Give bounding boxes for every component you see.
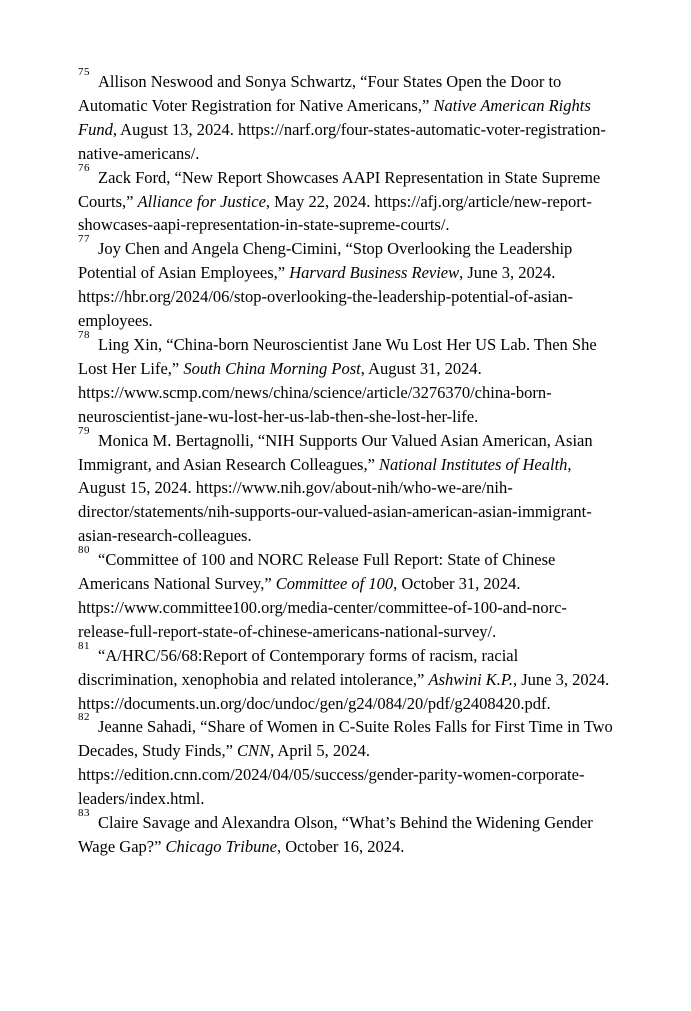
footnote	[78, 328, 618, 429]
citation-text: , April 5, 2024.	[270, 741, 370, 761]
work-title: South China Morning Post	[183, 358, 361, 378]
citation-text: Claire Savage and Alexandra Olson, “What’s Behind the Widening Gender Wage Gap?”	[78, 813, 593, 856]
footnote-number: 77	[78, 233, 90, 246]
footnote	[78, 639, 618, 716]
work-title: Committee of 100	[275, 574, 394, 594]
footnote	[78, 66, 618, 166]
citation-text: , October 31, 2024.	[393, 574, 521, 594]
footnote-number: 78	[78, 328, 90, 341]
footnote	[78, 544, 618, 644]
work-title: Native American Rights Fund	[78, 95, 591, 139]
footnote-number: 76	[78, 161, 90, 174]
citation-text: , May 22, 2024.	[265, 191, 375, 211]
citation-text: Monica M. Bertagnolli, “NIH Supports Our Valued Asian American, Asian Immigrant, and Asian Research Colleagues,”	[78, 430, 593, 474]
citation-text: “A/HRC/56/68:Report of Contemporary forms of racism, racial discrimination, xenophobia and related intolerance,”	[78, 645, 519, 689]
citation-url[interactable]: https://narf.org/four-states-automatic-voter-registration-native-americans/.	[78, 119, 606, 163]
citation-text: , August 13, 2024.	[112, 119, 238, 139]
citation-text: Joy Chen and Angela Cheng-Cimini, “Stop Overlooking the Leadership Potential of Asian Employees,”	[78, 239, 573, 283]
citation-url[interactable]: https://www.nih.gov/about-nih/who-we-are/nih-director/statements/nih-supports-our-valued-asian-american-asian-immigrant-asian-research-colleagues.	[78, 478, 592, 546]
footnote	[78, 233, 618, 333]
footnotes-list	[78, 66, 618, 859]
citation-text: Allison Neswood and Sonya Schwartz, “Four States Open the Door to Automatic Voter Registration for Native Americans,”	[78, 72, 562, 115]
footnote	[78, 161, 618, 238]
footnote-number: 80	[78, 544, 90, 557]
work-title: Harvard Business Review	[289, 263, 460, 283]
citation-text: Ling Xin, “China-born Neuroscientist Jane Wu Lost Her US Lab. Then She Lost Her Life,”	[78, 334, 597, 378]
citation-url[interactable]: https://afj.org/article/new-report-showcases-aapi-representation-in-state-supreme-courts/.	[78, 191, 592, 235]
footnote-number: 75	[78, 66, 90, 78]
work-title: Chicago Tribune	[165, 837, 277, 856]
work-title: National Institutes of Health	[379, 454, 568, 474]
footnote-number: 82	[78, 711, 90, 724]
citation-url[interactable]: https://www.committee100.org/media-center/committee-of-100-and-norc-release-full-report-state-of-chinese-americans-national-survey/.	[78, 597, 567, 641]
citation-text: “Committee of 100 and NORC Release Full Report: State of Chinese Americans National Survey,”	[78, 550, 556, 594]
citation-text: , October 16, 2024.	[276, 837, 405, 856]
work-title: CNN	[237, 741, 271, 761]
footnote-number: 81	[78, 639, 90, 652]
footnote	[78, 711, 618, 811]
work-title: Ashwini K.P.,	[428, 669, 518, 689]
citation-url[interactable]: https://edition.cnn.com/2024/04/05/success/gender-parity-women-corporate-leaders/index.html.	[78, 765, 585, 809]
citation-text: , August 31, 2024.	[360, 358, 482, 378]
citation-text: Zack Ford, “New Report Showcases AAPI Representation in State Supreme Courts,”	[78, 167, 601, 211]
citation-text: Jeanne Sahadi, “Share of Women in C-Suite Roles Falls for First Time in Two Decades, Study Finds,”	[78, 717, 613, 761]
citation-text: , August 15, 2024.	[78, 454, 572, 498]
work-title: Alliance for Justice	[137, 191, 266, 211]
footnote-number: 79	[78, 424, 90, 437]
footnote-number: 83	[78, 807, 90, 820]
citation-url[interactable]: https://hbr.org/2024/06/stop-overlooking-the-leadership-potential-of-asian-employees.	[78, 287, 574, 331]
footnote	[78, 807, 618, 859]
citation-url[interactable]: https://documents.un.org/doc/undoc/gen/g24/084/20/pdf/g2408420.pdf.	[78, 693, 551, 713]
citation-text: , June 3, 2024.	[459, 263, 556, 283]
citation-url[interactable]: https://www.scmp.com/news/china/science/article/3276370/china-born-neuroscientist-jane-wu-lost-her-us-lab-then-she-lost-her-life.	[78, 382, 552, 426]
citation-text: June 3, 2024.	[517, 669, 610, 689]
footnote	[78, 424, 618, 549]
